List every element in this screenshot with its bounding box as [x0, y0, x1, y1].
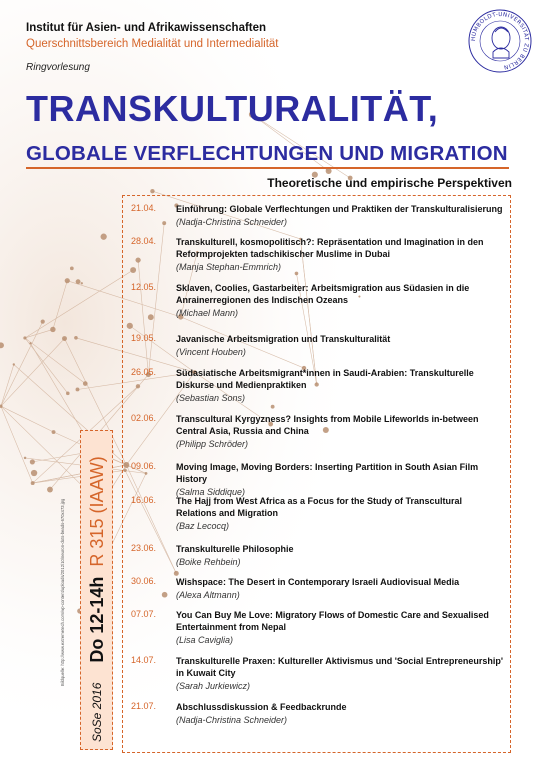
seal-ring-text: HUMBOLDT-UNIVERSITÄT ZU BERLIN: [470, 11, 530, 70]
entry-date: 23.06.: [131, 543, 157, 553]
institute-name: Institut für Asien- und Afrikawissenschaften: [26, 22, 267, 34]
entry-talk-title: The Hajj from West Africa as a Focus for the Study of Transcultural Relations and Migration: [176, 496, 463, 518]
lecture-time: Do 12-14h: [86, 576, 107, 663]
program-entry: [131, 543, 504, 568]
entry-speaker: (Alexa Altmann): [176, 590, 240, 600]
entry-date: 02.06.: [131, 413, 157, 423]
program-entry: [131, 413, 504, 450]
program-entry: [131, 461, 504, 498]
program-entry: [131, 333, 504, 358]
entry-speaker: (Salma Siddique): [176, 487, 246, 497]
entry-date: 09.06.: [131, 461, 157, 471]
program-entry: [131, 203, 504, 228]
entry-talk-title: Abschlussdiskussion & Feedbackrunde: [176, 702, 347, 712]
program-entry: [131, 576, 504, 601]
entry-speaker: (Boike Rehbein): [176, 557, 241, 567]
program-entry: [131, 236, 504, 273]
program-entry: [131, 495, 504, 532]
schedule-info: [82, 422, 112, 742]
entry-speaker: (Sarah Jurkiewicz): [176, 681, 251, 691]
entry-date: 12.05.: [131, 282, 157, 292]
entry-talk-title: Südasiatische Arbeitsmigrant*innen in Saudi-Arabien: Transkulturelle Diskurse und Medienpraktiken: [176, 368, 474, 390]
entry-talk-title: You Can Buy Me Love: Migratory Flows of Domestic Care and Sexualised Entertainment from Nepal: [176, 610, 489, 632]
university-seal-logo: [467, 8, 533, 74]
entry-talk-title: Wishspace: The Desert in Contemporary Israeli Audiovisual Media: [176, 577, 460, 587]
entry-talk-title: Moving Image, Moving Borders: Inserting Partition in South Asian Film History: [176, 462, 479, 484]
entry-date: 07.07.: [131, 609, 157, 619]
entry-date: 14.07.: [131, 655, 157, 665]
lecture-program: [122, 195, 511, 753]
main-title-line2: GLOBALE VERFLECHTUNGEN UND MIGRATION: [26, 142, 508, 165]
entry-date: 21.04.: [131, 203, 157, 213]
program-entry: [131, 282, 504, 319]
entry-talk-title: Einführung: Globale Verflechtungen und Praktiken der Transkulturalisierung: [176, 204, 503, 214]
entry-date: 30.06.: [131, 576, 157, 586]
entry-speaker: (Lisa Caviglia): [176, 635, 234, 645]
lecture-room: R 315 (IAAW): [86, 456, 107, 567]
entry-talk-title: Sklaven, Coolies, Gastarbeiter: Arbeitsmigration aus Südasien in die Anrainerregionen des Indischen Ozeans: [176, 283, 470, 305]
entry-speaker: (Manja Stephan-Emmrich): [176, 262, 282, 272]
entry-talk-title: Transkulturell, kosmopolitisch?: Repräsentation und Imagination in den Reformprojekten tadschikischer Muslime in Dubai: [176, 237, 484, 259]
entry-date: 28.04.: [131, 236, 157, 246]
entry-speaker: (Nadja-Christina Schneider): [176, 715, 288, 725]
main-title: TRANSKULTURALITÄT,: [26, 88, 439, 129]
image-credit: Bildquelle: http://www.extremetech.com/wp-content/uploads/2012/10/neuron-dots-beads-670x473.jpg: [60, 498, 65, 686]
program-entry: [131, 609, 504, 646]
entry-speaker: (Sebastian Sons): [176, 393, 246, 403]
semester-label: SoSe 2016: [90, 682, 104, 742]
entry-date: 19.05.: [131, 333, 157, 343]
title-underline: [26, 167, 509, 169]
program-entry: [131, 701, 504, 726]
entry-date: 26.05.: [131, 367, 157, 377]
program-entry: [131, 367, 504, 404]
entry-speaker: (Baz Lecocq): [176, 521, 230, 531]
entry-speaker: (Vincent Houben): [176, 347, 246, 357]
entry-date: 21.07.: [131, 701, 157, 711]
program-entry: [131, 655, 504, 692]
series-label: Ringvorlesung: [26, 62, 90, 73]
entry-speaker: (Philipp Schröder): [176, 439, 249, 449]
entry-talk-title: Transkulturelle Praxen: Kultureller Aktivismus und 'Social Entrepreneurship' in Kuwait City: [176, 656, 504, 678]
entry-talk-title: Javanische Arbeitsmigration und Transkulturalität: [176, 334, 391, 344]
entry-talk-title: Transkulturelle Philosophie: [176, 544, 294, 554]
entry-speaker: (Michael Mann): [176, 308, 239, 318]
department-name: Querschnittsbereich Medialität und Intermedialität: [26, 38, 279, 50]
subtitle: Theoretische und empirische Perspektiven: [267, 176, 512, 190]
entry-date: 16.06.: [131, 495, 157, 505]
entry-talk-title: Transcultural Kyrgyzness? Insights from Mobile Lifeworlds in-between Central Asia, Russia and China: [176, 414, 479, 436]
entry-speaker: (Nadja-Christina Schneider): [176, 217, 288, 227]
